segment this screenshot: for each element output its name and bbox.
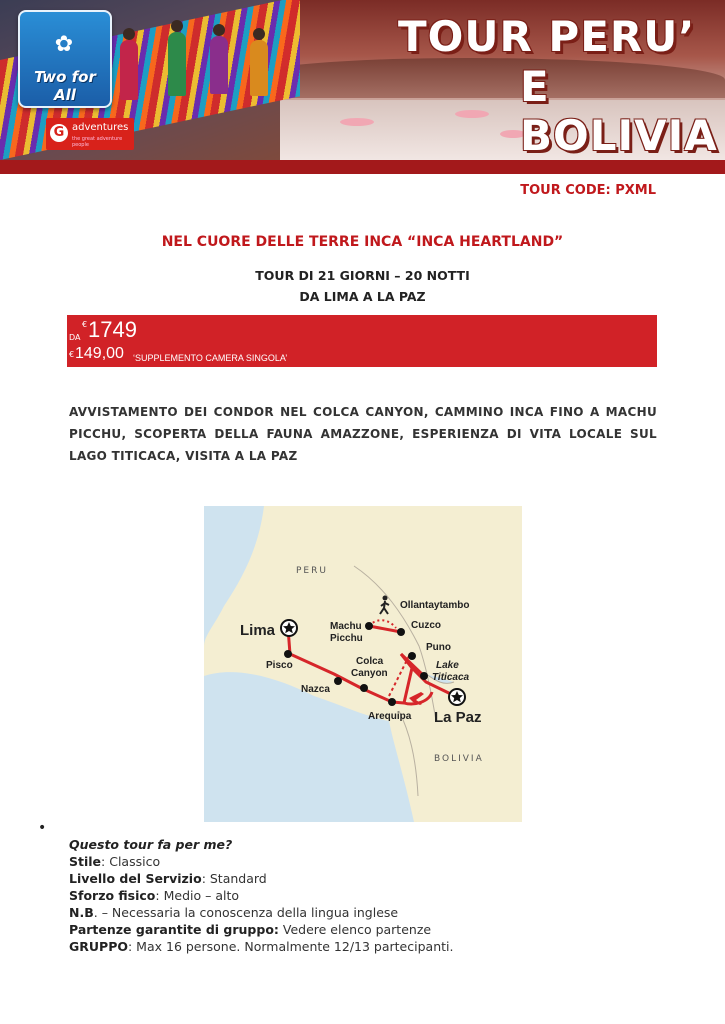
svg-text:Nazca: Nazca <box>301 684 330 695</box>
two-for-all-logo <box>18 10 112 108</box>
page-title: NEL CUORE DELLE TERRE INCA “INCA HEARTLAND” <box>161 234 564 250</box>
stop-machu-picchu <box>365 622 373 630</box>
svg-text:Lake: Lake <box>436 660 459 671</box>
stop-cuzco <box>397 628 405 636</box>
info-label: Sforzo fisico <box>69 888 156 903</box>
price-amount: 1749 <box>88 317 137 342</box>
flamingo-icon <box>455 110 489 118</box>
info-label: Partenze garantite di gruppo: <box>69 922 279 937</box>
info-value: Vedere elenco partenze <box>278 922 432 937</box>
info-row-group <box>69 939 453 954</box>
stop-titicaca <box>420 672 428 680</box>
info-row-style <box>69 854 160 869</box>
hiker-icon <box>380 596 389 615</box>
banner-figure-head <box>253 28 265 40</box>
info-label: Livello del Servizio <box>69 871 202 886</box>
banner-figure <box>250 40 268 96</box>
g-adventures-tagline: the great adventure people <box>72 136 123 148</box>
price-prefix: DA <box>69 333 81 342</box>
banner-figure-head <box>171 20 183 32</box>
svg-text:La Paz: La Paz <box>434 709 482 726</box>
banner-figure <box>168 32 186 96</box>
info-label: Stile <box>69 854 102 869</box>
tour-route: DA LIMA A LA PAZ <box>299 289 426 304</box>
tour-duration: TOUR DI 21 GIORNI – 20 NOTTI <box>255 268 470 283</box>
header-band <box>0 160 725 174</box>
stop-puno <box>408 652 416 660</box>
banner-figure <box>120 40 138 100</box>
supplement-label: ‘SUPPLEMENTO CAMERA SINGOLA’ <box>133 353 288 363</box>
svg-text:Lima: Lima <box>240 622 276 639</box>
svg-text:Arequipa: Arequipa <box>368 711 412 722</box>
info-value: . – Necessaria la conoscenza della lingua inglese <box>93 905 399 920</box>
supplement-currency: € <box>69 350 75 359</box>
svg-text:PERU: PERU <box>296 566 328 576</box>
info-row-service <box>69 871 267 886</box>
info-value: : Medio – alto <box>155 888 239 903</box>
info-label: N.B <box>69 905 94 920</box>
banner-title-line-1: TOUR PERU’ <box>398 12 696 61</box>
banner-title-line-2: E BOLIVIA <box>520 62 718 160</box>
info-row-departures <box>69 922 431 937</box>
flamingo-icon <box>340 118 374 126</box>
info-value: : Classico <box>101 854 161 869</box>
svg-text:Machu: Machu <box>330 621 362 632</box>
svg-text:Canyon: Canyon <box>351 668 388 679</box>
info-label: GRUPPO <box>69 939 128 954</box>
banner-figure-head <box>213 24 225 36</box>
svg-text:Cuzco: Cuzco <box>411 620 441 631</box>
info-question: Questo tour fa per me? <box>69 837 233 852</box>
price-box <box>67 315 657 367</box>
svg-text:Pisco: Pisco <box>266 660 293 671</box>
two-for-all-text: Two for All <box>34 68 96 104</box>
route-map <box>204 506 522 822</box>
tour-code: TOUR CODE: PXML <box>520 183 656 198</box>
supplement-amount: 149,00 <box>75 345 124 362</box>
g-adventures-name: adventures <box>72 122 129 133</box>
info-value: : Max 16 persone. Normalmente 12/13 partecipanti. <box>127 939 454 954</box>
banner-figure <box>210 36 228 94</box>
header-banner <box>0 0 725 160</box>
stop-nazca <box>334 677 342 685</box>
svg-text:Colca: Colca <box>356 656 384 667</box>
tour-highlights: AVVISTAMENTO DEI CONDOR NEL COLCA CANYON, CAMMINO INCA FINO A MACHU PICCHU, SCOPERTA DELLA FAUNA AMAZZONE, ESPERIENZA DI VITA LOCALE SUL LAGO TITICACA, VISITA A LA PAZ <box>69 405 657 463</box>
info-row-note <box>69 905 398 920</box>
svg-text:Puno: Puno <box>426 642 451 653</box>
lima-star-icon <box>281 620 297 636</box>
svg-text:Picchu: Picchu <box>330 633 363 644</box>
bullet-point: • <box>38 820 47 836</box>
route-map-svg <box>204 506 522 822</box>
svg-text:BOLIVIA: BOLIVIA <box>434 754 484 764</box>
banner-figure-head <box>123 28 135 40</box>
bird-icon: ✿ <box>54 32 74 57</box>
la-paz-star-icon <box>449 689 465 705</box>
price-currency: € <box>82 320 88 329</box>
svg-text:Ollantaytambo: Ollantaytambo <box>400 600 470 611</box>
info-value: : Standard <box>201 871 267 886</box>
stop-pisco <box>284 650 292 658</box>
info-row-effort <box>69 888 239 903</box>
svg-text:Titicaca: Titicaca <box>432 672 470 683</box>
g-logo-icon: G <box>50 124 68 142</box>
stop-colca <box>360 684 368 692</box>
stop-arequipa <box>388 698 396 706</box>
g-adventures-logo <box>46 118 134 150</box>
